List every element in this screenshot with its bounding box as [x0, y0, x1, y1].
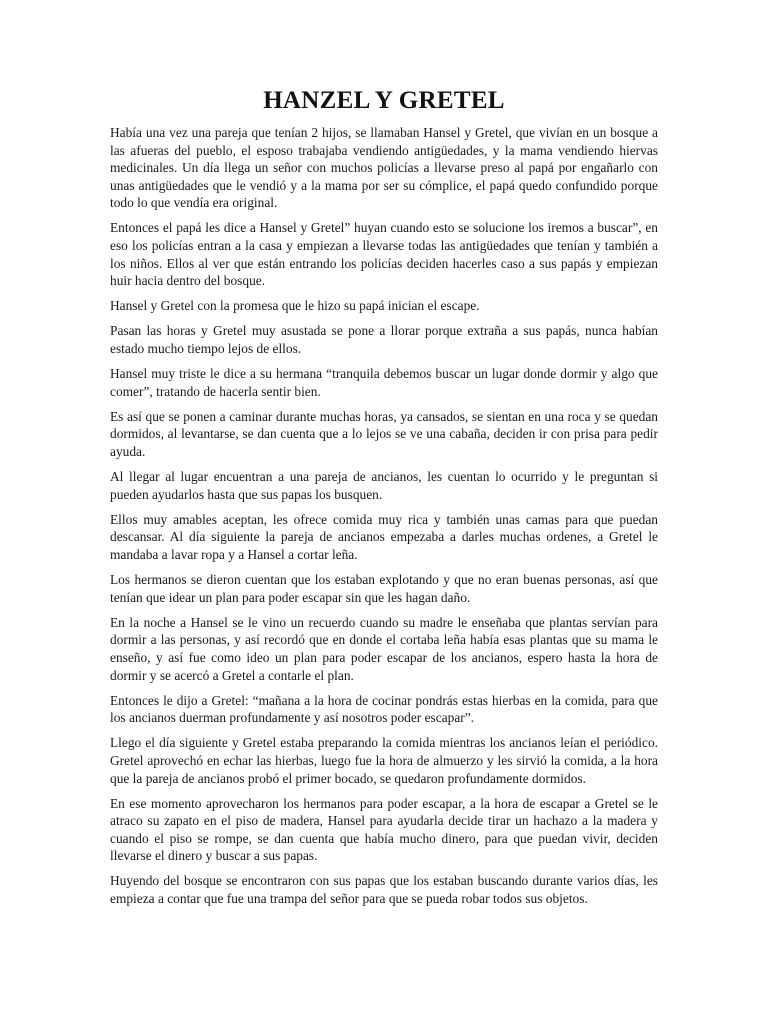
paragraph-12: Llego el día siguiente y Gretel estaba preparando la comida mientras los ancianos leían el periódico. Gretel aprovechó en echar las hierbas, luego fue la hora de almuerzo y les sirvió la comida, a la hora que la pareja de ancianos probó el primer bocado, se quedaron profundamente dormidos.	[110, 735, 658, 786]
paragraph-4: Pasan las horas y Gretel muy asustada se pone a llorar porque extraña a sus papás, nunca habían estado mucho tiempo lejos de ellos.	[110, 323, 658, 357]
paragraph-5: Hansel muy triste le dice a su hermana “tranquila debemos buscar un lugar donde dormir y algo que comer”, tratando de hacerla sentir bien.	[110, 366, 658, 399]
paragraph-1: Había una vez una pareja que tenían 2 hijos, se llamaban Hansel y Gretel, que vivían en un bosque a las afueras del pueblo, el esposo trabajaba vendiendo antigüedades, y la mama vendiendo hiervas medicinales. Un día llega un señor con muchos policías a llevarse preso al papá por engañarlo con unas antigüedades que le vendió y a la mama por ser su cómplice, el papá quedo confundido porque todo lo que vendía era original.	[110, 125, 658, 211]
paragraph-6: Es así que se ponen a caminar durante muchas horas, ya cansados, se sientan en una roca y se quedan dormidos, al levantarse, se dan cuenta que a lo lejos se ve una cabaña, deciden ir con prisa para pedir ayuda.	[110, 408, 658, 459]
paragraph-8: Ellos muy amables aceptan, les ofrece comida muy rica y también unas camas para que puedan descansar. Al día siguiente la pareja de ancianos empezaba a darles muchas ordenes, a Gretel le mandaba a lavar ropa y a Hansel a cortar leña.	[110, 511, 658, 562]
paragraph-3: Hansel y Gretel con la promesa que le hizo su papá inician el escape.	[110, 298, 480, 314]
paragraph-10: En la noche a Hansel se le vino un recuerdo cuando su madre le enseñaba que plantas servían para dormir a las personas, y así recordó que en donde el cortaba leña había esas plantas que su mama le enseño, y así fue como ideo un plan para poder escapar de los ancianos, espero hasta la hora de dormir y se acercó a Gretel a contarle el plan.	[110, 614, 658, 683]
paragraph-9: Los hermanos se dieron cuentan que los estaban explotando y que no eran buenas personas, así que tenían que idear un plan para poder escapar sin que les hagan daño.	[110, 572, 658, 605]
document-title: HANZEL Y GRETEL	[263, 87, 505, 114]
paragraph-13: En ese momento aprovecharon los hermanos para poder escapar, a la hora de escapar a Gretel se le atraco su zapato en el piso de madera, Hansel para ayudarla decide tirar un hachazo a la madera y cuando el piso se rompe, se dan cuenta que había mucho dinero, para que puedan vivir, deciden llevarse el dinero y buscar a sus papas.	[110, 795, 658, 864]
document-body	[110, 124, 658, 915]
paragraph-11: Entonces le dijo a Gretel: “mañana a la hora de cocinar pondrás estas hierbas en la comida, para que los ancianos duerman profundamente y así nosotros poder escapar”.	[110, 692, 658, 726]
paragraph-2: Entonces el papá les dice a Hansel y Gretel” huyan cuando esto se solucione los iremos a buscar”, en eso los policías entran a la casa y empiezan a llevarse todas las antigüedades que tenían y también a los niños. Ellos al ver que están entrando los policías deciden hacerles caso a sus papás y empiezan huir hacia dentro del bosque.	[110, 220, 658, 289]
paragraph-14: Huyendo del bosque se encontraron con sus papas que los estaban buscando durante varios días, les empieza a contar que fue una trampa del señor para que se pueda robar todos sus objetos.	[110, 873, 658, 907]
paragraph-7: Al llegar al lugar encuentran a una pareja de ancianos, les cuentan lo ocurrido y le preguntan si pueden ayudarlos hasta que sus papas los busquen.	[110, 469, 658, 502]
